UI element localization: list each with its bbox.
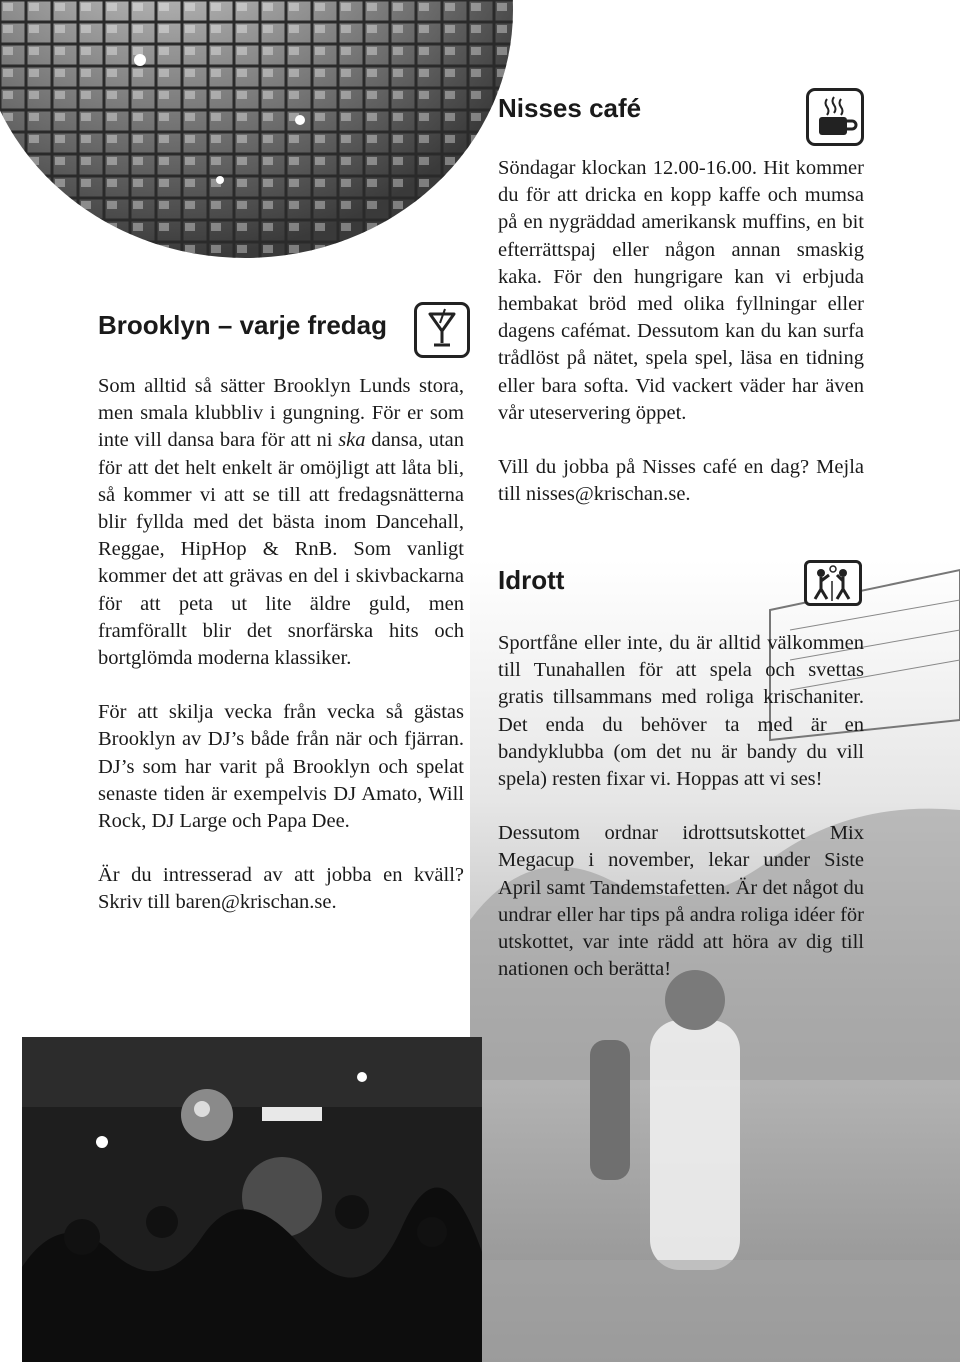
cocktail-glass-icon xyxy=(414,302,470,358)
nisses-heading-row xyxy=(498,93,798,124)
volleyball-players-icon xyxy=(804,560,862,606)
club-dancefloor-photo xyxy=(22,1037,482,1362)
nisses-body xyxy=(498,155,864,508)
nisses-paragraph-1: Söndagar klockan 12.00-16.00. Hit kommer du för att dricka en kopp kaffe och mumsa på en nygräddad amerikansk muffins, en bit efterrättspaj eller någon annan smaskig kaka. För den hungrigare kan vi erbjuda hembakat bröd med olika fyllningar eller dagens cafémat. Dessutom kan du kan surfa trådlöst på nätet, spela spel, läsa en tidning eller bara softa. Vid vackert väder har även vår uteservering öppet. xyxy=(498,157,864,424)
idrott-body xyxy=(498,630,864,983)
nisses-title: Nisses café xyxy=(498,93,642,123)
brooklyn-body xyxy=(98,373,464,917)
idrott-paragraph-2: Dessutom ordnar idrottsutskottet Mix Megacup i november, lekar under Siste April samt Tandemstafetten. Är det något du undrar eller har tips på andra roliga idéer för utskottet, var inte rädd att höra av dig till nationen och berätta! xyxy=(498,822,864,981)
coffee-cup-icon xyxy=(806,88,864,146)
brooklyn-paragraph-3: Är du intresserad av att jobba en kväll? Skriv till baren@krischan.se. xyxy=(98,864,464,914)
disco-ball-photo xyxy=(0,0,540,260)
brooklyn-paragraph-2: För att skilja vecka från vecka så gästas Brooklyn av DJ’s både från när och fjärran. DJ’s som har varit på Brooklyn och spelat senaste tiden är exempelvis DJ Amato, Will Rock, DJ Large och Papa Dee. xyxy=(98,701,464,833)
brooklyn-paragraph-1: Som alltid så sätter Brooklyn Lunds stora, men smala klubbliv i gungning. För er som inte vill dansa bara för att ni ska dansa, utan för att det helt enkelt är omöjligt att låta bli, så kommer vi att se till att fredagsnätterna blir fyllda med det bästa inom Dancehall, Reggae, HipHop & RnB. Som vanligt kommer det att grävas en del i skivbackarna för att peta ut lite äldre guld, men framförallt blir det snorfärska hits och bortglömda moderna klassiker. xyxy=(98,375,464,670)
idrott-title: Idrott xyxy=(498,565,565,595)
idrott-paragraph-1: Sportfåne eller inte, du är alltid välkommen till Tunahallen för att spela och svettas gratis tillsammans med roliga krischaniter. Det enda du behöver ta med är en bandyklubba (om det nu är bandy du vill spela) resten fixar vi. Hoppas att vi ses! xyxy=(498,632,864,791)
idrott-heading-row xyxy=(498,565,738,596)
brooklyn-title: Brooklyn – varje fredag xyxy=(98,310,387,340)
nisses-paragraph-2: Vill du jobba på Nisses café en dag? Mejla till nisses@krischan.se. xyxy=(498,456,864,506)
brooklyn-heading-row xyxy=(98,310,468,341)
